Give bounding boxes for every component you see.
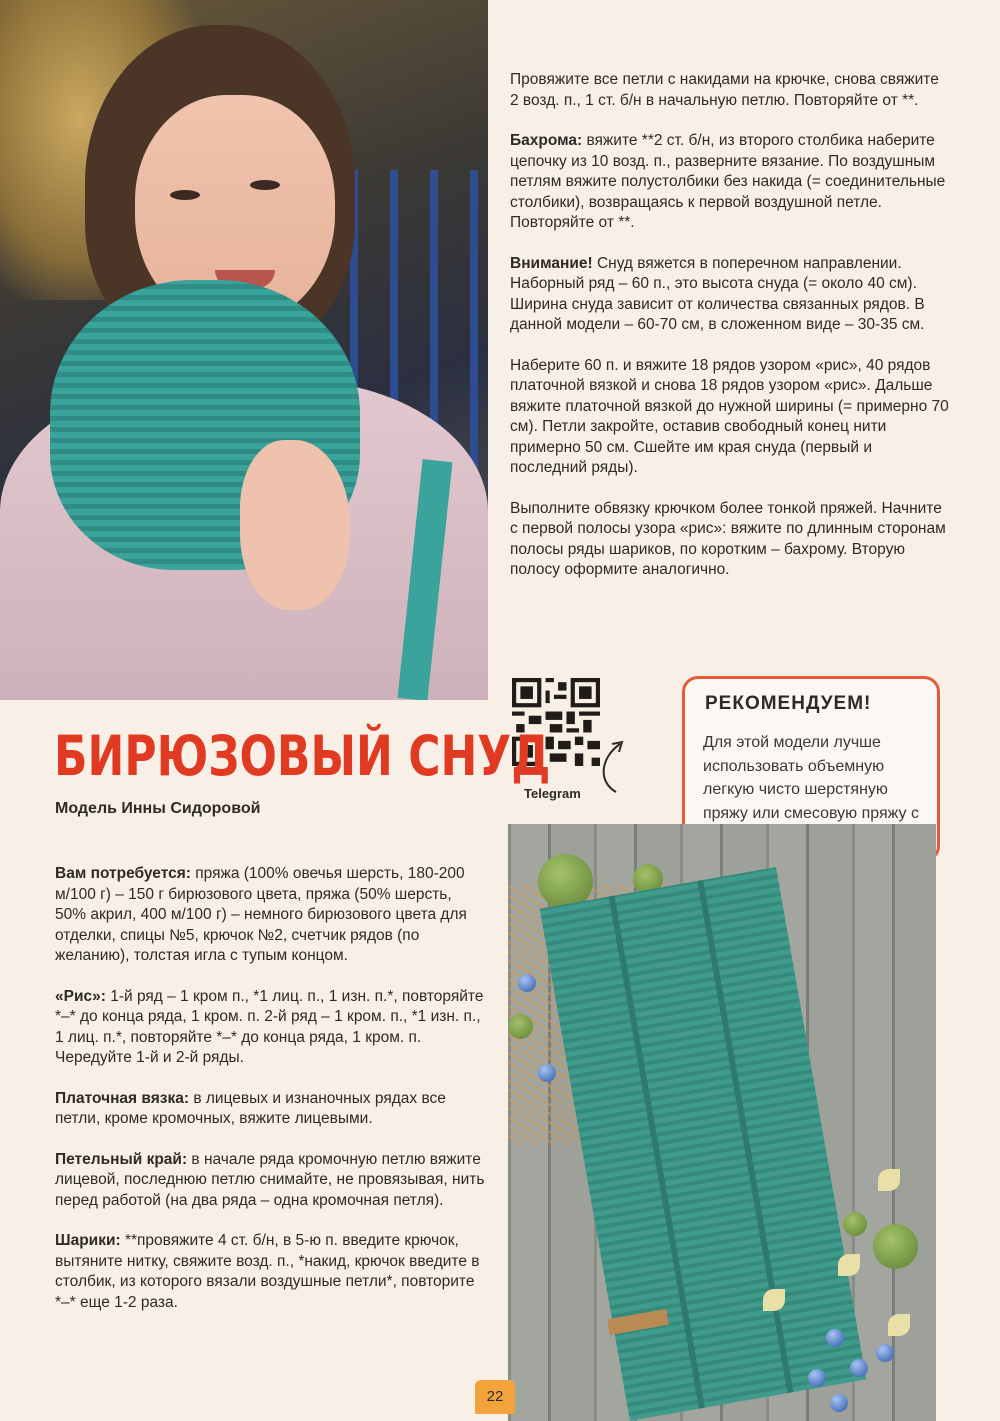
curved-arrow-icon [596,738,632,796]
article-title: БИРЮЗОВЫЙ СНУД [54,725,551,789]
paragraph-garter-stitch: Платочная вязка: в лицевых и изнаночных рядах все петли, кроме кромочных, вяжите лицевыми. [55,1089,446,1127]
qr-label: Telegram [524,786,581,801]
instructions-continued [510,70,950,601]
glass-bead [538,1064,556,1082]
dried-flower [838,1254,860,1276]
recommend-heading: РЕКОМЕНДУЕМ! [705,693,872,714]
flat-snood-photo [508,824,936,1421]
glass-bead [518,974,536,992]
paragraph-edging: Выполните обвязку крючком более тонкой пряжей. Начните с первой полосы узора «рис»: вяжите по длинным сторонам полосы ряды шариков, по коротким – бахрому. Вторую полосу оформите аналогично. [510,499,946,578]
woman-in-snood-photo [0,0,488,700]
glass-bead [830,1394,848,1412]
paragraph-rice-stitch: «Рис»: 1-й ряд – 1 кром п., *1 лиц. п., 1 изн. п.*, повторяйте *–* до конца ряда, 1 кром. п. 2-й ряд – 1 кром. п., *1 изн. п., 1 лиц. п.*, повторяйте *–* до конца ряда, 1 кром. п. Чередуйте 1-й и 2-й ряды. [55,987,484,1066]
paragraph-attention: Внимание! Снуд вяжется в поперечном направлении. Наборный ряд – 60 п., это высота снуда (= около 40 см). Ширина снуда зависит от количества связанных рядов. В данной модели – 60-70 см, в сложенном виде – 30-35 см. [510,254,925,333]
right-eye [250,180,280,190]
page-number: 22 [475,1380,515,1414]
paragraph-cast-on: Наберите 60 п. и вяжите 18 рядов узором «рис», 40 рядов платочной вязкой и снова 18 рядов узором «рис». Дальше вяжите платочной вязкой до нужной ширины (= примерно 70 см). Петли закройте, оставив свободный конец нити примерно 50 см. Сшейте им края снуда (первый и последний ряды). [510,356,949,476]
yarn-ball [873,1224,918,1269]
designer-credit: Модель Инны Сидоровой [55,800,261,817]
dried-flower [888,1314,910,1336]
yarn-ball [843,1212,867,1236]
left-eye [170,190,200,200]
hand [240,440,350,610]
paragraph-bobbles: Шарики: **провяжите 4 ст. б/н, в 5-ю п. введите крючок, вытяните нитку, свяжите возд. п., *накид, крючок введите в столбик, из которого вязали воздушные петли*, повторите *–* еще 1-2 раза. [55,1232,480,1311]
glass-bead [826,1329,844,1347]
dried-flower [878,1169,900,1191]
turquoise-snood-flat [540,867,867,1421]
glass-bead [850,1359,868,1377]
yarn-ball [508,1014,533,1039]
paragraph-finish-round: Провяжите все петли с накидами на крючке, снова свяжите 2 возд. п., 1 ст. б/н в начальную петлю. Повторяйте от **. [510,71,939,109]
paragraph-fringe: Бахрома: вяжите **2 ст. б/н, из второго столбика наберите цепочку из 10 возд. п., разверните вязание. По воздушным петлям вяжите полустолбики без накида (= соединительные столбики), возвращаясь к первой воздушной петле. Повторяйте от **. [510,132,946,231]
paragraph-chain-edge: Петельный край: в начале ряда кромочную петлю вяжите лицевой, последнюю петлю снимайте, не провязывая, нить перед работой (на два ряда – одна кромочная петля). [55,1150,485,1209]
glass-bead [808,1369,826,1387]
recommend-text: Для этой модели лучше использовать объемную легкую чисто шерстяную пряжу или смесовую пряжу с [703,734,919,822]
paragraph-materials: Вам потребуется: пряжа (100% овечья шерсть, 180-200 м/100 г) – 150 г бирюзового цвета, пряжа (50% шерсть, 50% акрил, 400 м/100 г) – немного бирюзового цвета для отделки, спицы №5, крючок №2, счетчик рядов (по желанию), толстая игла с тупым концом. [55,865,467,964]
instructions-main [55,864,485,1333]
glass-bead [876,1344,894,1362]
dried-flower [763,1289,785,1311]
